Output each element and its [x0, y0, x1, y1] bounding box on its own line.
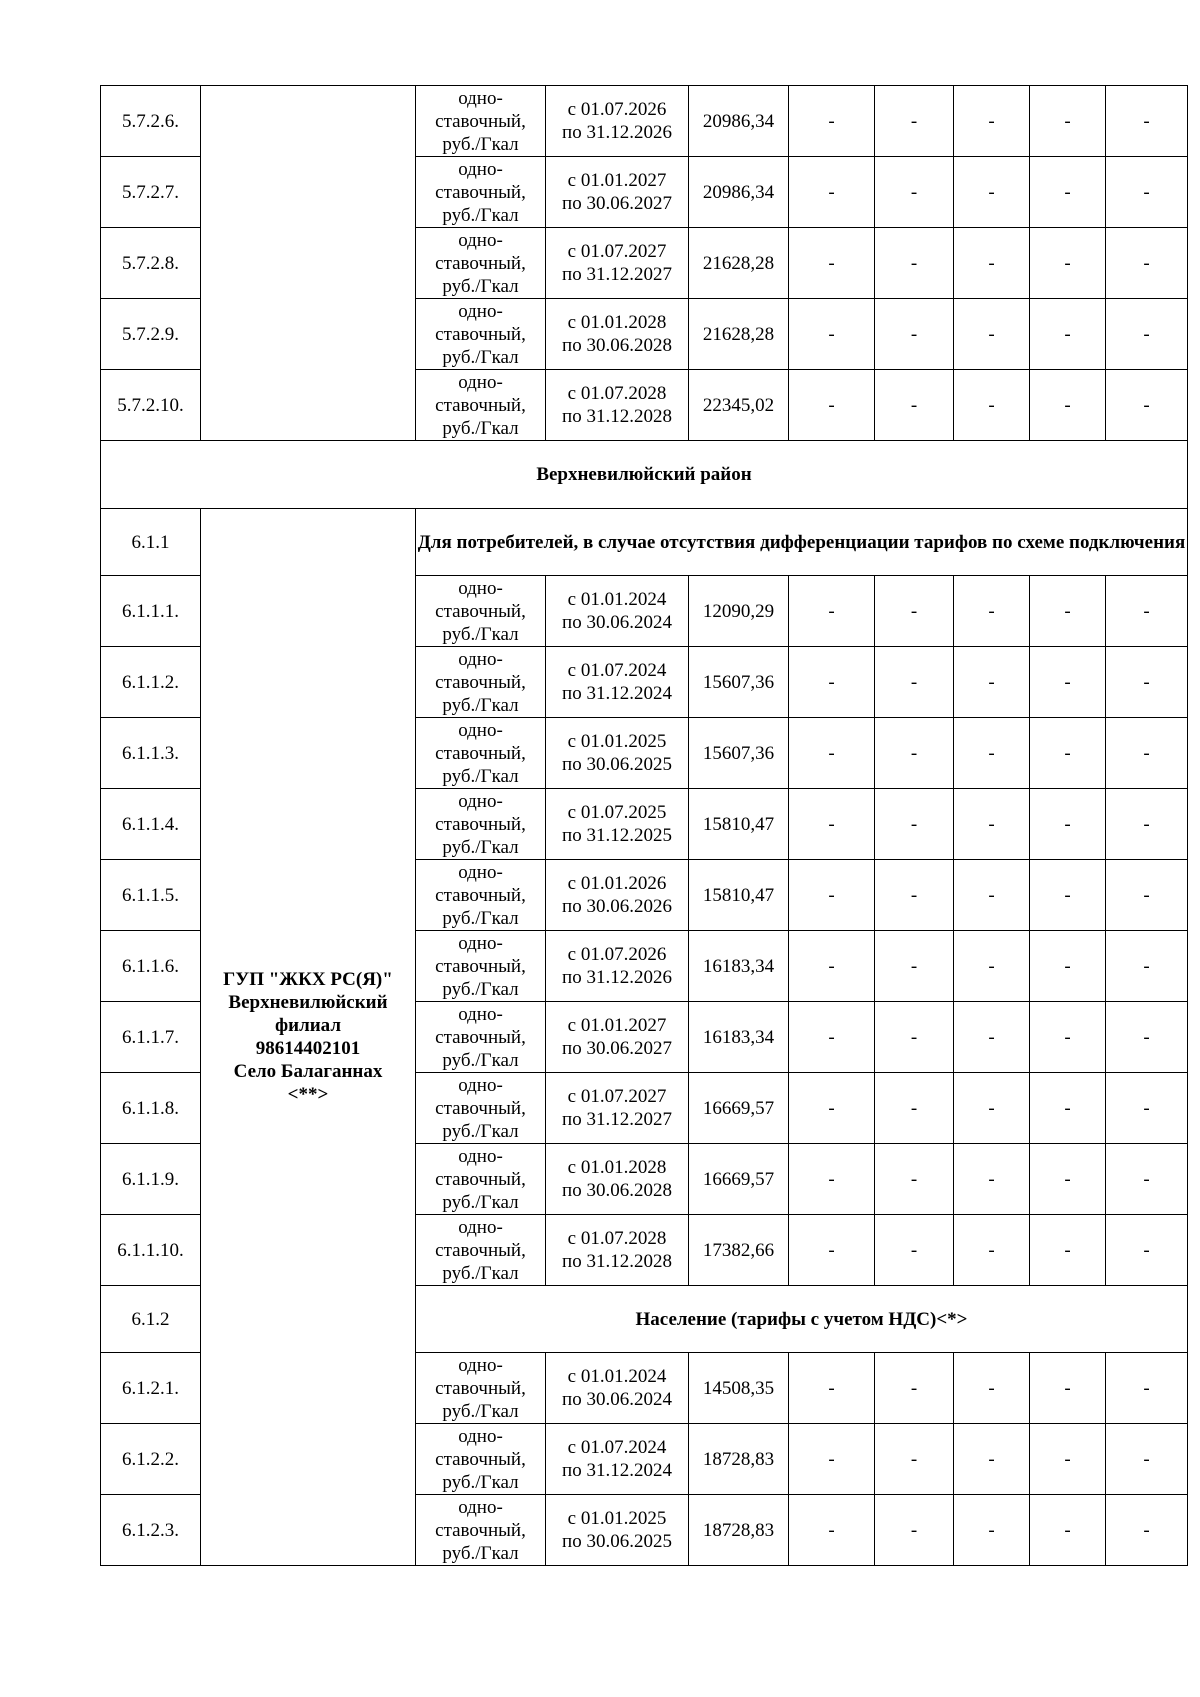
empty-value-dash: - [789, 1215, 875, 1286]
rate-type-line: руб./Гкал [442, 1191, 519, 1213]
period-from: с 01.07.2024 [567, 660, 667, 681]
rate-type-line: ставочный, [435, 1097, 526, 1119]
empty-value-dash: - [875, 157, 954, 228]
rate-type-line: одно- [458, 1074, 503, 1096]
empty-value-dash: - [1030, 1424, 1106, 1495]
empty-value-dash: - [875, 1424, 954, 1495]
period-cell [546, 647, 689, 718]
rate-type-line: руб./Гкал [442, 1262, 519, 1284]
rate-type-line: руб./Гкал [442, 623, 519, 645]
empty-value-dash: - [954, 576, 1030, 647]
empty-value-dash: - [1106, 157, 1188, 228]
rate-type-line: руб./Гкал [442, 1542, 519, 1564]
empty-value-dash: - [954, 1002, 1030, 1073]
period-from: с 01.01.2024 [567, 1366, 667, 1387]
table-row [101, 86, 1188, 157]
rate-type-cell [416, 370, 546, 441]
row-number: 6.1.2.3. [101, 1495, 201, 1566]
empty-value-dash: - [1106, 1073, 1188, 1144]
rate-type-line: ставочный, [435, 1448, 526, 1470]
organization-line: 98614402101 [255, 1038, 361, 1059]
rate-type-cell [416, 1002, 546, 1073]
rate-type-cell [416, 647, 546, 718]
org-cell-blank [201, 86, 416, 441]
row-number: 6.1.1.8. [101, 1073, 201, 1144]
empty-value-dash: - [875, 1144, 954, 1215]
empty-value-dash: - [954, 1353, 1030, 1424]
rate-type-line: руб./Гкал [442, 1049, 519, 1071]
period-cell [546, 1073, 689, 1144]
empty-value-dash: - [789, 647, 875, 718]
rate-type-line: руб./Гкал [442, 1120, 519, 1142]
empty-value-dash: - [954, 370, 1030, 441]
tariff-value: 18728,83 [689, 1424, 789, 1495]
empty-value-dash: - [875, 647, 954, 718]
empty-value-dash: - [875, 1073, 954, 1144]
empty-value-dash: - [1106, 1144, 1188, 1215]
empty-value-dash: - [875, 228, 954, 299]
period-to: по 31.12.2027 [562, 264, 672, 285]
empty-value-dash: - [875, 1353, 954, 1424]
empty-value-dash: - [789, 1424, 875, 1495]
empty-value-dash: - [789, 789, 875, 860]
rate-type-cell [416, 86, 546, 157]
empty-value-dash: - [954, 1073, 1030, 1144]
tariff-table [100, 85, 1188, 1566]
group-row [101, 509, 1188, 576]
group-number: 6.1.2 [101, 1286, 201, 1353]
empty-value-dash: - [1106, 1353, 1188, 1424]
row-number: 5.7.2.6. [101, 86, 201, 157]
tariff-value: 15607,36 [689, 718, 789, 789]
rate-type-line: ставочный, [435, 600, 526, 622]
tariff-value: 21628,28 [689, 299, 789, 370]
rate-type-line: одно- [458, 300, 503, 322]
rate-type-line: одно- [458, 719, 503, 741]
organization-line: Село Балаганнах [233, 1061, 383, 1082]
row-number: 6.1.1.7. [101, 1002, 201, 1073]
empty-value-dash: - [789, 1073, 875, 1144]
empty-value-dash: - [875, 86, 954, 157]
rate-type-line: одно- [458, 1354, 503, 1376]
period-from: с 01.07.2028 [567, 1228, 667, 1249]
tariff-value: 14508,35 [689, 1353, 789, 1424]
empty-value-dash: - [789, 1144, 875, 1215]
empty-value-dash: - [789, 931, 875, 1002]
row-number: 6.1.1.6. [101, 931, 201, 1002]
period-to: по 30.06.2027 [562, 193, 672, 214]
empty-value-dash: - [1106, 370, 1188, 441]
tariff-value: 16183,34 [689, 1002, 789, 1073]
tariff-value: 17382,66 [689, 1215, 789, 1286]
empty-value-dash: - [1030, 299, 1106, 370]
empty-value-dash: - [1030, 1215, 1106, 1286]
rate-type-line: ставочный, [435, 813, 526, 835]
period-to: по 30.06.2027 [562, 1038, 672, 1059]
period-to: по 30.06.2028 [562, 335, 672, 356]
rate-type-line: одно- [458, 371, 503, 393]
empty-value-dash: - [875, 1002, 954, 1073]
empty-value-dash: - [1030, 931, 1106, 1002]
rate-type-line: одно- [458, 648, 503, 670]
empty-value-dash: - [875, 931, 954, 1002]
empty-value-dash: - [1030, 228, 1106, 299]
period-cell [546, 1495, 689, 1566]
period-cell [546, 299, 689, 370]
rate-type-cell [416, 299, 546, 370]
row-number: 6.1.1.4. [101, 789, 201, 860]
rate-type-line: одно- [458, 1003, 503, 1025]
tariff-value: 15810,47 [689, 860, 789, 931]
period-cell [546, 1002, 689, 1073]
rate-type-line: одно- [458, 1145, 503, 1167]
period-to: по 30.06.2028 [562, 1180, 672, 1201]
empty-value-dash: - [1030, 1495, 1106, 1566]
empty-value-dash: - [954, 86, 1030, 157]
period-to: по 31.12.2026 [562, 122, 672, 143]
row-number: 6.1.1.1. [101, 576, 201, 647]
row-number: 6.1.1.2. [101, 647, 201, 718]
empty-value-dash: - [954, 1495, 1030, 1566]
empty-value-dash: - [954, 931, 1030, 1002]
empty-value-dash: - [954, 647, 1030, 718]
rate-type-line: одно- [458, 790, 503, 812]
organization-line: филиал [274, 1015, 342, 1036]
period-from: с 01.07.2026 [567, 99, 667, 120]
empty-value-dash: - [875, 718, 954, 789]
rate-type-cell [416, 1073, 546, 1144]
empty-value-dash: - [789, 1495, 875, 1566]
period-cell [546, 789, 689, 860]
rate-type-line: ставочный, [435, 323, 526, 345]
empty-value-dash: - [875, 299, 954, 370]
rate-type-line: руб./Гкал [442, 1400, 519, 1422]
rate-type-cell [416, 1424, 546, 1495]
row-number: 6.1.1.10. [101, 1215, 201, 1286]
empty-value-dash: - [954, 299, 1030, 370]
empty-value-dash: - [1106, 576, 1188, 647]
period-cell [546, 1424, 689, 1495]
empty-value-dash: - [1106, 1495, 1188, 1566]
tariff-value: 20986,34 [689, 86, 789, 157]
empty-value-dash: - [1030, 718, 1106, 789]
rate-type-line: одно- [458, 932, 503, 954]
row-number: 5.7.2.10. [101, 370, 201, 441]
period-to: по 31.12.2028 [562, 1251, 672, 1272]
period-to: по 31.12.2024 [562, 683, 672, 704]
empty-value-dash: - [1030, 576, 1106, 647]
rate-type-line: руб./Гкал [442, 836, 519, 858]
rate-type-line: руб./Гкал [442, 765, 519, 787]
empty-value-dash: - [954, 1215, 1030, 1286]
rate-type-line: одно- [458, 1216, 503, 1238]
organization-cell [201, 509, 416, 1566]
district-title: Верхневилюйский район [101, 441, 1188, 509]
rate-type-line: ставочный, [435, 1026, 526, 1048]
period-cell [546, 860, 689, 931]
organization-line: Верхневилюйский [228, 992, 388, 1013]
group-title: Для потребителей, в случае отсутствия дифференциации тарифов по схеме подключения [416, 509, 1188, 576]
period-to: по 31.12.2028 [562, 406, 672, 427]
empty-value-dash: - [1106, 647, 1188, 718]
tariff-value: 21628,28 [689, 228, 789, 299]
period-to: по 31.12.2024 [562, 1460, 672, 1481]
rate-type-line: ставочный, [435, 1377, 526, 1399]
rate-type-cell [416, 1215, 546, 1286]
empty-value-dash: - [789, 860, 875, 931]
rate-type-cell [416, 1353, 546, 1424]
empty-value-dash: - [789, 1002, 875, 1073]
empty-value-dash: - [875, 860, 954, 931]
tariff-value: 15607,36 [689, 647, 789, 718]
empty-value-dash: - [954, 860, 1030, 931]
empty-value-dash: - [1106, 789, 1188, 860]
rate-type-line: ставочный, [435, 181, 526, 203]
empty-value-dash: - [954, 157, 1030, 228]
rate-type-line: ставочный, [435, 671, 526, 693]
empty-value-dash: - [1106, 1002, 1188, 1073]
empty-value-dash: - [875, 1215, 954, 1286]
period-cell [546, 157, 689, 228]
rate-type-line: ставочный, [435, 884, 526, 906]
period-from: с 01.07.2028 [567, 383, 667, 404]
empty-value-dash: - [954, 789, 1030, 860]
rate-type-cell [416, 1144, 546, 1215]
period-from: с 01.01.2027 [567, 1015, 667, 1036]
tariff-value: 12090,29 [689, 576, 789, 647]
empty-value-dash: - [789, 1353, 875, 1424]
rate-type-line: одно- [458, 577, 503, 599]
rate-type-cell [416, 718, 546, 789]
row-number: 5.7.2.9. [101, 299, 201, 370]
empty-value-dash: - [1106, 299, 1188, 370]
empty-value-dash: - [1030, 370, 1106, 441]
empty-value-dash: - [1106, 1215, 1188, 1286]
period-to: по 30.06.2024 [562, 1389, 672, 1410]
rate-type-cell [416, 228, 546, 299]
rate-type-cell [416, 860, 546, 931]
rate-type-cell [416, 931, 546, 1002]
empty-value-dash: - [1106, 860, 1188, 931]
rate-type-line: одно- [458, 229, 503, 251]
period-from: с 01.01.2028 [567, 1157, 667, 1178]
tariff-value: 22345,02 [689, 370, 789, 441]
empty-value-dash: - [1106, 86, 1188, 157]
tariff-value: 16183,34 [689, 931, 789, 1002]
row-number: 5.7.2.8. [101, 228, 201, 299]
empty-value-dash: - [1030, 860, 1106, 931]
period-from: с 01.01.2028 [567, 312, 667, 333]
empty-value-dash: - [1030, 1002, 1106, 1073]
period-from: с 01.07.2027 [567, 241, 667, 262]
empty-value-dash: - [875, 370, 954, 441]
rate-type-line: одно- [458, 158, 503, 180]
rate-type-line: ставочный, [435, 394, 526, 416]
period-from: с 01.01.2025 [567, 731, 667, 752]
period-cell [546, 931, 689, 1002]
rate-type-cell [416, 157, 546, 228]
rate-type-line: одно- [458, 1425, 503, 1447]
rate-type-line: ставочный, [435, 955, 526, 977]
empty-value-dash: - [954, 228, 1030, 299]
rate-type-line: ставочный, [435, 252, 526, 274]
group-number: 6.1.1 [101, 509, 201, 576]
period-to: по 30.06.2026 [562, 896, 672, 917]
period-cell [546, 228, 689, 299]
row-number: 6.1.1.3. [101, 718, 201, 789]
period-from: с 01.01.2024 [567, 589, 667, 610]
period-cell [546, 576, 689, 647]
period-cell [546, 1215, 689, 1286]
empty-value-dash: - [1030, 1073, 1106, 1144]
empty-value-dash: - [789, 576, 875, 647]
rate-type-line: ставочный, [435, 1519, 526, 1541]
empty-value-dash: - [1030, 86, 1106, 157]
organization-line: <**> [287, 1084, 329, 1105]
period-to: по 30.06.2025 [562, 1531, 672, 1552]
rate-type-line: руб./Гкал [442, 907, 519, 929]
period-from: с 01.07.2025 [567, 802, 667, 823]
rate-type-line: руб./Гкал [442, 346, 519, 368]
empty-value-dash: - [789, 299, 875, 370]
period-from: с 01.01.2025 [567, 1508, 667, 1529]
rate-type-line: руб./Гкал [442, 133, 519, 155]
period-cell [546, 718, 689, 789]
rate-type-line: руб./Гкал [442, 1471, 519, 1493]
rate-type-line: руб./Гкал [442, 275, 519, 297]
rate-type-cell [416, 789, 546, 860]
period-to: по 30.06.2024 [562, 612, 672, 633]
empty-value-dash: - [1106, 228, 1188, 299]
empty-value-dash: - [1030, 1353, 1106, 1424]
period-from: с 01.07.2024 [567, 1437, 667, 1458]
tariff-value: 18728,83 [689, 1495, 789, 1566]
row-number: 5.7.2.7. [101, 157, 201, 228]
period-cell [546, 1144, 689, 1215]
row-number: 6.1.2.2. [101, 1424, 201, 1495]
rate-type-line: ставочный, [435, 742, 526, 764]
period-from: с 01.07.2027 [567, 1086, 667, 1107]
period-from: с 01.07.2026 [567, 944, 667, 965]
empty-value-dash: - [1030, 1144, 1106, 1215]
empty-value-dash: - [875, 789, 954, 860]
empty-value-dash: - [954, 1144, 1030, 1215]
rate-type-line: ставочный, [435, 1239, 526, 1261]
empty-value-dash: - [789, 157, 875, 228]
tariff-value: 20986,34 [689, 157, 789, 228]
rate-type-line: одно- [458, 1496, 503, 1518]
period-to: по 31.12.2025 [562, 825, 672, 846]
empty-value-dash: - [789, 86, 875, 157]
period-cell [546, 86, 689, 157]
period-from: с 01.01.2027 [567, 170, 667, 191]
rate-type-cell [416, 576, 546, 647]
period-to: по 30.06.2025 [562, 754, 672, 775]
rate-type-line: руб./Гкал [442, 694, 519, 716]
tariff-value: 16669,57 [689, 1073, 789, 1144]
rate-type-line: руб./Гкал [442, 204, 519, 226]
rate-type-line: одно- [458, 861, 503, 883]
empty-value-dash: - [1106, 931, 1188, 1002]
organization-line: ГУП "ЖКХ РС(Я)" [223, 969, 393, 990]
empty-value-dash: - [954, 1424, 1030, 1495]
rate-type-line: одно- [458, 87, 503, 109]
group-title: Население (тарифы с учетом НДС)<*> [416, 1286, 1188, 1353]
empty-value-dash: - [1030, 647, 1106, 718]
period-to: по 31.12.2026 [562, 967, 672, 988]
empty-value-dash: - [789, 370, 875, 441]
row-number: 6.1.1.9. [101, 1144, 201, 1215]
period-cell [546, 370, 689, 441]
period-to: по 31.12.2027 [562, 1109, 672, 1130]
empty-value-dash: - [1106, 718, 1188, 789]
rate-type-line: ставочный, [435, 110, 526, 132]
row-number: 6.1.2.1. [101, 1353, 201, 1424]
empty-value-dash: - [789, 228, 875, 299]
tariff-value: 15810,47 [689, 789, 789, 860]
district-row [101, 441, 1188, 509]
rate-type-line: руб./Гкал [442, 417, 519, 439]
rate-type-line: ставочный, [435, 1168, 526, 1190]
empty-value-dash: - [1106, 1424, 1188, 1495]
empty-value-dash: - [875, 576, 954, 647]
rate-type-cell [416, 1495, 546, 1566]
period-cell [546, 1353, 689, 1424]
row-number: 6.1.1.5. [101, 860, 201, 931]
empty-value-dash: - [789, 718, 875, 789]
empty-value-dash: - [954, 718, 1030, 789]
tariff-value: 16669,57 [689, 1144, 789, 1215]
empty-value-dash: - [1030, 157, 1106, 228]
period-from: с 01.01.2026 [567, 873, 667, 894]
rate-type-line: руб./Гкал [442, 978, 519, 1000]
empty-value-dash: - [875, 1495, 954, 1566]
empty-value-dash: - [1030, 789, 1106, 860]
